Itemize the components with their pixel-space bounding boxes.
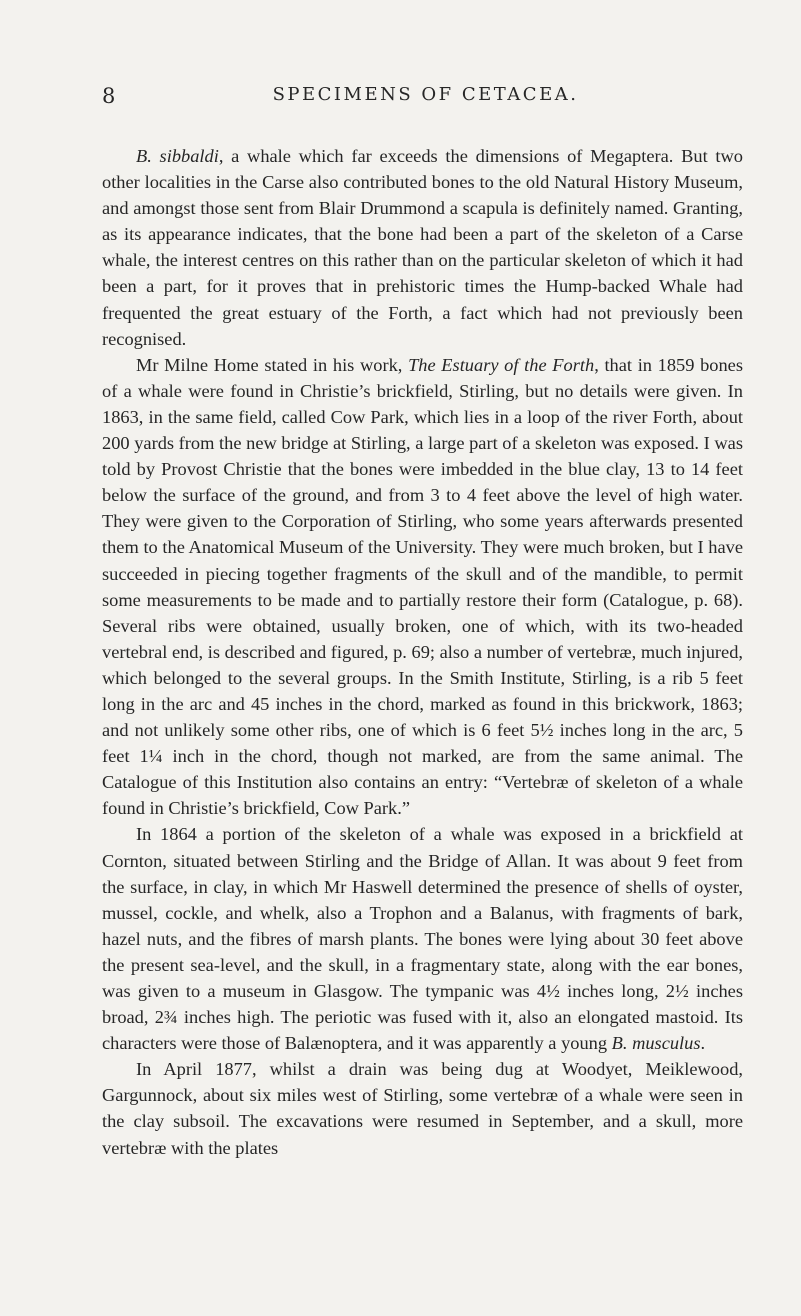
paragraph [102, 143, 743, 352]
book-title: The Estuary of the Forth [408, 354, 595, 375]
paragraph [102, 352, 743, 822]
paragraph-text: In 1864 a portion of the skeleton of a whale was exposed in a brickfield at Cornton, situated between Stirling and the Bridge of Allan. It was about 9 feet from the surface, in clay, in which Mr Haswell determined the presence of shells of oyster, mussel, cockle, and whelk, also a Trophon and a Balanus, with fragments of bark, hazel nuts, and the fibres of marsh plants. The bones were lying about 30 feet above the present sea-level, and the skull, in a fragmentary state, along with the ear bones, was given to a museum in Glasgow. The tympanic was 4½ inches long, 2½ inches broad, 2¾ inches high. The periotic was fused with it, also an elongated mastoid. Its characters were those of Balænoptera, and it was apparently a young [102, 824, 743, 1054]
species-name: B. sibbaldi [136, 146, 219, 166]
paragraph-text: , that in 1859 bones of a whale were found in Christie’s brickfield, Stirling, but no details were given. In 1863, in the same field, called Cow Park, which lies in a loop of the river Forth, about 200 yards from the new bridge at Stirling, a large part of a skeleton was exposed. I was told by Provost Christie that the bones were imbedded in the blue clay, 13 to 14 feet below the surface of the ground, and from 3 to 4 feet above the level of high water. They were given to the Corporation of Stirling, who some years afterwards presented them to the Anatomical Museum of the University. They were much broken, but I have succeeded in piecing together fragments of the skull and of the mandible, to permit some measurements to be made and to partially restore their form (Catalogue, p. 68). Several ribs were obtained, usually broken, one of which, with its two-headed vertebral end, is described and figured, p. 69; also a number of vertebræ, much injured, which belonged to the several groups. In the Smith Institute, Stirling, is a rib 5 feet long in the arc and 45 inches in the chord, marked as found in this brickwork, 1863; and not unlikely some other ribs, one of which is 6 feet 5½ inches long in the arc, 5 feet 1¼ inch in the chord, though not marked, are from the same animal. The Catalogue of this Institution also contains an entry: “Vertebræ of skeleton of a whale found in Christie’s brickfield, Cow Park.” [102, 354, 744, 819]
paragraph-text: Mr Milne Home stated in his work, [136, 354, 409, 375]
species-name: B. musculus [611, 1033, 701, 1054]
paragraph-text: . [700, 1033, 706, 1054]
page-number: 8 [102, 84, 116, 108]
body-text [102, 143, 743, 1161]
paragraph-text: In April 1877, whilst a drain was being dug at Woodyet, Meiklewood, Gargunnock, about six miles west of Stirling, some vertebræ of a whale were seen in the clay subsoil. The excavations were resumed in September, and a skull, more vertebræ with the plates [102, 1059, 743, 1158]
paragraph [102, 821, 743, 1056]
paragraph-text: , a whale which far exceeds the dimensions of Megaptera. But two other localities in the Carse also contributed bones to the old Natural History Museum, and amongst those sent from Blair Drummond a scapula is definitely named. Granting, as its appearance indicates, that the bone had been a part of the skeleton of a Carse whale, the interest centres on this rather than on the particular skeleton of which it had been a part, for it proves that in prehistoric times the Hump-backed Whale had frequented the great estuary of the Forth, a fact which had not previously been recognised. [102, 146, 743, 349]
paragraph [102, 1056, 743, 1160]
running-title: SPECIMENS OF CETACEA. [272, 84, 579, 105]
